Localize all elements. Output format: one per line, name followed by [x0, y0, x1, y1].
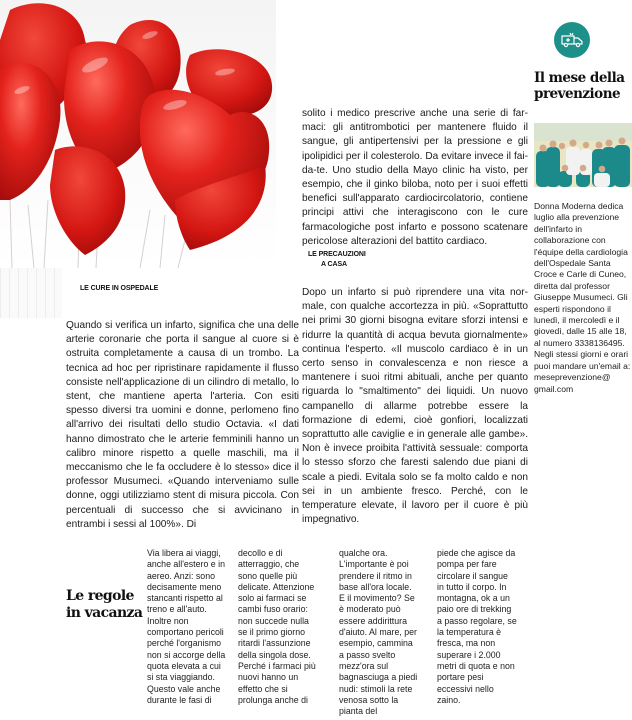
article-text-precauzioni: Dopo un infarto si può riprendere una vita normale, con qualche accortezza in più. «Soprattutto nei primi 30 giorni bisogna evitare sforzi intensi e ridurre la quantità di acqua bevuta giornalmente» continua l'esperto. «Il muscolo cardiaco è in un certo senso in convalescenza e non riesce a mantenere i suoi ritmi abituali, anche per quanto riguarda lo "smaltimento" dei liquidi. Un nuovo campanello di allarme potrebbe essere la formazione di edemi, cioè gonfiori, localizzati soprattutto alle caviglie e in generale alle gambe». Non è invece proibita l'attività sessuale: comporta lo stesso sforzo che faresti salendo due piani di scale a piedi. Evitala solo se fa molto caldo e non sei in un ambiente fresco. Perché, con le temperature elevate, il lavoro per il cuore è più impegnativo. — [302, 287, 528, 526]
cardiology-team-photo — [534, 123, 632, 187]
vacation-column-2: decollo e di atterraggio, che sono quelle più delicate. Attenzione solo ai farmaci se cambi fuso orario: non succede nulla se il primo giorno ritardi l'assunzione della singola dose. Perché i farmaci più nuovi hanno un effetto che si prolunga anche di — [238, 548, 316, 705]
vacation-column-1: Via libera ai viaggi, anche all'estero e in aereo. Anzi: sono decisamente meno stancanti rispetto al treno e all'auto. Inoltre non comportano pericoli perché l'organismo non si accorge della quota elevata a cui si sta viaggiando. Questo vale anche durante le fasi di — [147, 548, 226, 705]
photo-strings-strip — [0, 268, 62, 318]
vacation-column-3: qualche ora. L'importante è poi prendere il ritmo in base all'ora locale. E il movimento? Se è moderato può essere addirittura d'aiuto. Al mare, per esempio, cammina a passo svelto mezz'ora sul bagnasciuga a piedi nudi: stimoli la rete venosa sotto la pianta del — [339, 548, 418, 717]
article-text-cure: Quando si verifica un infarto, significa che una delle arterie coronarie che porta il sangue al cuore si è ostruita completamente a causa di un trombo. La tecnica ad hoc per ripristinare rapidamente il flusso consiste nell'applicazione di un cilindro di metallo, lo stent, che mantiene aperta l'arteria. Con esiti spesso diversi tra uomini e donne, perlomeno fino all'arrivo dei risultati dello studio Octavia. «I dati hanno dimostrato che le arterie femminili hanno un calibro minore rispetto a quelle maschili, ma il meccanismo che le fa occludere è lo stesso» dice il professor Musumeci. «Quando interveniamo sulle donne, oggi utilizziamo stent di misura piccola. Con percentuali di successo che si avvicinano in entrambi i sessi al 100%». Di — [66, 320, 299, 530]
sidebar-text: Donna Moderna dedica luglio alla prevenzione dell'infarto in collaborazione con l'équipe della cardiologia dell'Ospedale Santa Croce e Carle di Cuneo, diretta dal professor Giuseppe Musumeci. Gli esperti rispondono il lunedì, il mercoledì e il giovedì, dalle 15 alle 18, al numero 3338136495. Negli stessi giorni e orari puoi mandare un'email a: meseprevenzione@ gmail.com — [534, 201, 631, 394]
section-label-precauzioni-a-casa — [308, 250, 366, 270]
balloons-illustration — [0, 0, 276, 268]
ambulance-badge — [554, 22, 590, 58]
section-label-line-2: A CASA — [321, 261, 347, 268]
section-label-cure-in-ospedale: LE CURE IN OSPEDALE — [80, 285, 159, 292]
vacation-title-line-1: Le regole — [66, 588, 134, 604]
team-photo-illustration — [534, 123, 632, 187]
sidebar-title: Il mese della prevenzione — [534, 70, 625, 102]
article-text-cure-continued: solito i medico prescrive anche una serie di farmaci: gli antitrombotici per mantenere fluido il sangue, gli antipertensivi per la pressione e gli ipolipidici per il colesterolo. Da evitare invece il fai-da-te. Uno studio della Mayo clinic ha visto, per esempio, che il ginko biloba, noto per i suoi effetti benefici sull'apparato cardiocircolatorio, contiene principi attivi che interagiscono con le cure farmacologiche post infarto e possono scatenare pericolose alterazioni del battito cardiaco. — [302, 108, 528, 247]
vacation-column-4: piede che agisce da pompa per fare circolare il sangue in tutto il corpo. In montagna, ok a un paio ore di trekking a passo regolare, se la temperatura è fresca, ma non superare i 2.000 metri di quota e non portare pesi eccessivi nello zaino. — [437, 548, 517, 705]
heart-balloons-photo — [0, 0, 276, 268]
section-label-line-1: LE PRECAUZIONI — [308, 251, 366, 258]
ambulance-icon — [561, 32, 583, 48]
vacation-title-line-2: in vacanza — [66, 605, 143, 621]
